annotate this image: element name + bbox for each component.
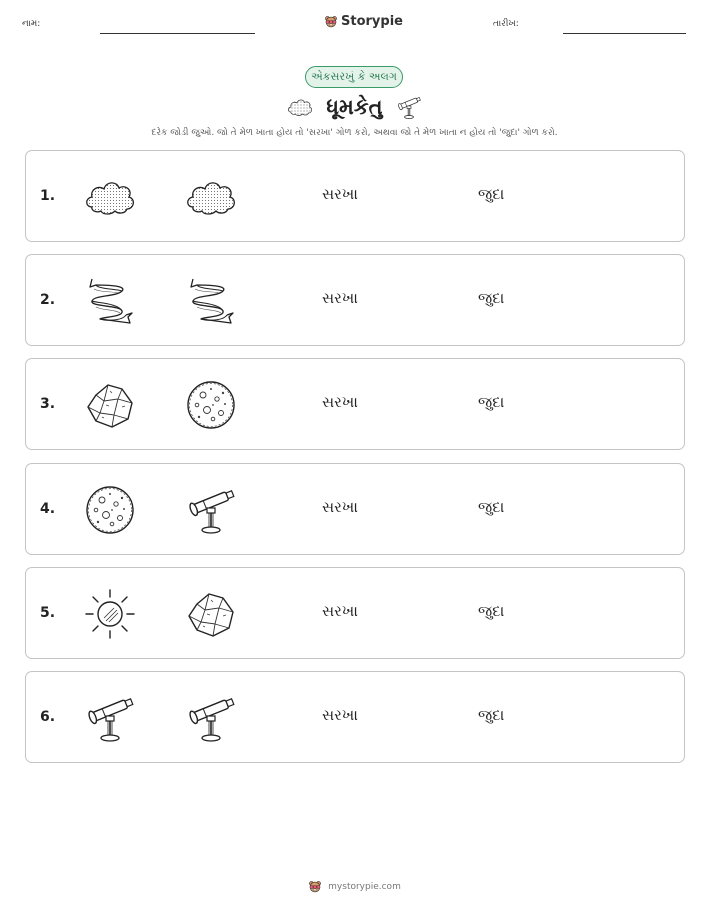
name-field[interactable] bbox=[100, 33, 255, 34]
question-row bbox=[25, 463, 685, 555]
different-option[interactable]: જુદા bbox=[478, 601, 505, 620]
telescope-icon bbox=[183, 690, 239, 746]
telescope-icon bbox=[395, 93, 423, 121]
page-title: ધૂમકેતુ bbox=[326, 94, 383, 119]
question-number: 1. bbox=[40, 188, 56, 204]
different-option[interactable]: જુદા bbox=[478, 185, 505, 203]
question-number: 6. bbox=[40, 709, 56, 725]
bear-icon bbox=[308, 880, 322, 894]
worksheet-type-badge: એકસરખું કે અલગ bbox=[305, 66, 403, 88]
question-row bbox=[25, 358, 685, 450]
cloud-icon bbox=[82, 169, 138, 225]
cloud-icon bbox=[286, 93, 314, 121]
date-field[interactable] bbox=[563, 33, 686, 34]
same-option[interactable]: સરખા bbox=[322, 185, 358, 203]
cloud-icon bbox=[183, 169, 239, 225]
different-option[interactable]: જુદા bbox=[478, 497, 505, 516]
sun-icon bbox=[82, 586, 138, 642]
footer bbox=[0, 880, 709, 894]
different-option[interactable]: જુદા bbox=[478, 289, 505, 308]
title-row bbox=[0, 93, 709, 121]
moon-icon bbox=[82, 482, 138, 538]
date-label: તારીખ: bbox=[493, 19, 519, 29]
rock-icon bbox=[82, 377, 138, 433]
question-number: 3. bbox=[40, 396, 56, 413]
name-label: નામ: bbox=[22, 19, 41, 29]
question-row bbox=[25, 671, 685, 763]
rock-icon bbox=[183, 586, 239, 642]
ribbon-icon bbox=[183, 273, 239, 329]
footer-url: mystorypie.com bbox=[328, 882, 401, 892]
same-option[interactable]: સરખા bbox=[322, 289, 358, 308]
question-row bbox=[25, 254, 685, 346]
telescope-icon bbox=[183, 482, 239, 538]
same-option[interactable]: સરખા bbox=[322, 706, 358, 724]
question-row bbox=[25, 567, 685, 659]
brand-name: Storypie bbox=[341, 14, 403, 29]
question-number: 2. bbox=[40, 292, 56, 309]
ribbon-icon bbox=[82, 273, 138, 329]
same-option[interactable]: સરખા bbox=[322, 393, 358, 412]
different-option[interactable]: જુદા bbox=[478, 393, 505, 412]
moon-icon bbox=[183, 377, 239, 433]
question-row bbox=[25, 150, 685, 242]
question-number: 4. bbox=[40, 500, 56, 517]
bear-icon bbox=[324, 15, 338, 29]
same-option[interactable]: સરખા bbox=[322, 497, 358, 516]
question-number: 5. bbox=[40, 604, 56, 621]
storypie-logo bbox=[324, 14, 403, 29]
telescope-icon bbox=[82, 690, 138, 746]
instructions: દરેક જોડી જુઓ. જો તે મેળ ખાતા હોય તો 'સરખા' ગોળ કરો, અથવા જો તે મેળ ખાતા ન હોય તો 'જુદા' ગોળ કરો. bbox=[151, 128, 558, 138]
same-option[interactable]: સરખા bbox=[322, 601, 358, 620]
different-option[interactable]: જુદા bbox=[478, 706, 505, 724]
